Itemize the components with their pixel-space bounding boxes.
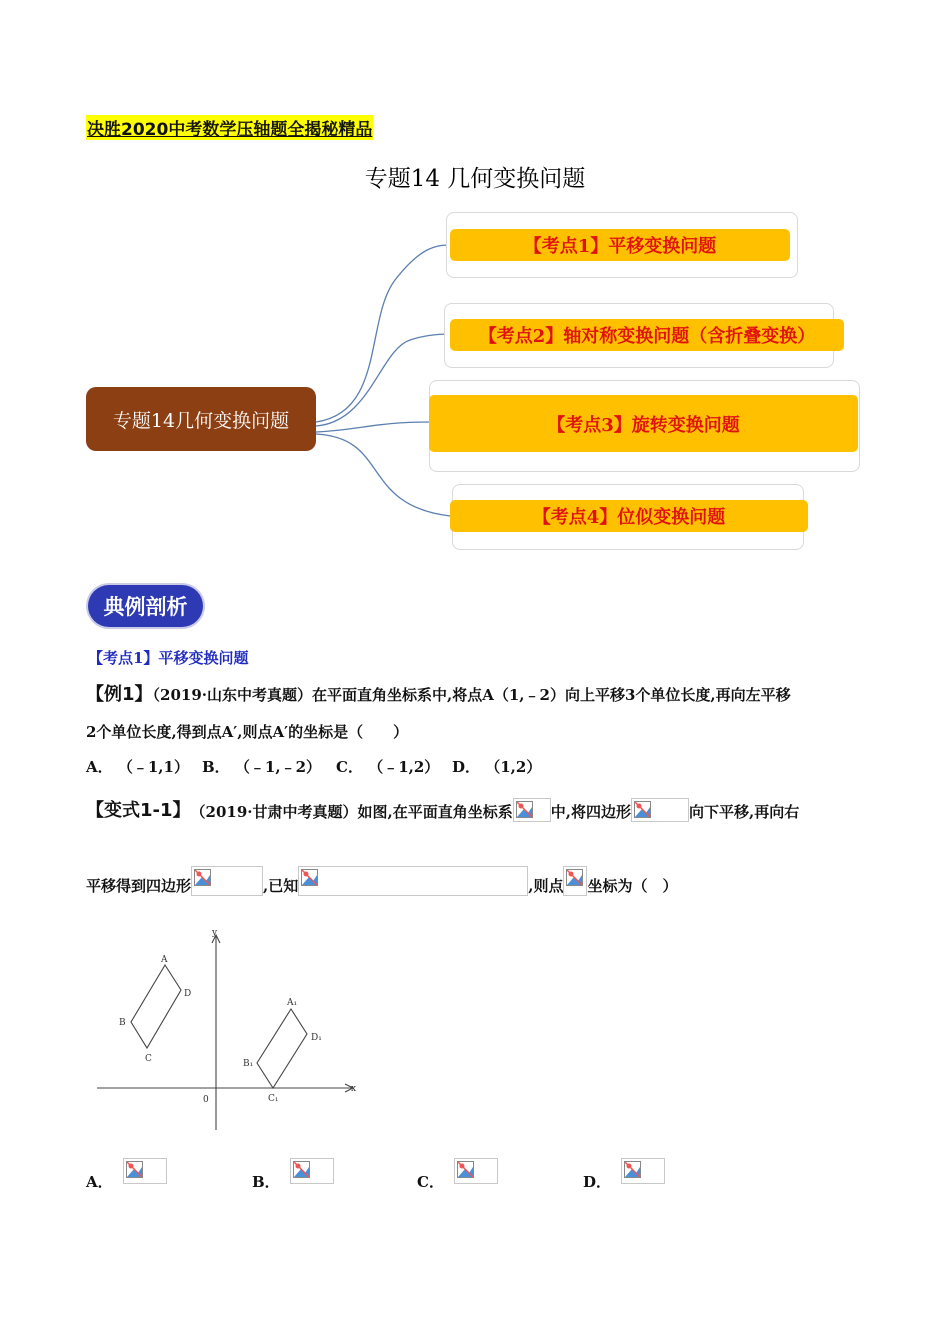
- broken-image-icon: [621, 1158, 665, 1184]
- origin-label: 0: [203, 1095, 209, 1105]
- document-title: 专题14 几何变换问题: [364, 166, 586, 192]
- variant1-text-a: （2019·甘肃中考真题）如图,在平面直角坐标系: [190, 803, 513, 821]
- variant1-line2: [86, 860, 678, 896]
- point-label-a1: A₁: [287, 998, 298, 1008]
- broken-image-icon: [454, 1158, 498, 1184]
- quad-abcd: [131, 965, 181, 1048]
- axis-label-x: x: [351, 1084, 357, 1094]
- variant1-label: 【变式1-1】: [86, 800, 191, 821]
- kaodian-heading: 【考点1】平移变换问题: [88, 649, 249, 667]
- example1-text1: （2019·山东中考真题）在平面直角坐标系中,将点A（1,﹣2）向上平移3个单位长度,再向左平移: [152, 686, 791, 704]
- connector-3: [316, 422, 430, 432]
- point-label-b1: B₁: [243, 1059, 254, 1069]
- variant1-text-f: ,则点: [528, 877, 564, 895]
- broken-image-icon: [563, 866, 587, 896]
- broken-image-icon: [631, 798, 689, 822]
- branch-node-1: 【考点1】平移变换问题: [450, 229, 790, 261]
- variant1-text-g: 坐标为（ ）: [587, 877, 678, 895]
- variant1-line1: [86, 788, 799, 822]
- example1-line1: [86, 680, 791, 706]
- broken-image-icon: [290, 1158, 334, 1184]
- variant1-text-d: 平移得到四边形: [86, 877, 192, 895]
- variant-option-b[interactable]: B．: [252, 1158, 334, 1192]
- broken-image-icon: [191, 866, 263, 896]
- point-label-c1: C₁: [268, 1094, 279, 1104]
- point-label-b: B: [119, 1018, 126, 1028]
- option-a[interactable]: A． （﹣1,1）: [86, 758, 189, 776]
- mindmap-central-node: 专题14几何变换问题: [86, 387, 316, 451]
- variant-option-c[interactable]: C．: [417, 1158, 498, 1192]
- broken-image-icon: [123, 1158, 167, 1184]
- example1-line2: 2个单位长度,得到点A′,则点A′的坐标是（ ）: [86, 723, 409, 741]
- point-label-a: A: [161, 955, 168, 965]
- branch-node-3: 【考点3】旋转变换问题: [429, 395, 858, 452]
- example1-label: 【例1】: [86, 684, 153, 705]
- point-label-c: C: [145, 1054, 152, 1064]
- point-label-d: D: [184, 989, 192, 999]
- branch-node-4: 【考点4】位似变换问题: [450, 500, 808, 532]
- variant1-text-e: ,已知: [263, 877, 299, 895]
- broken-image-icon: [513, 798, 551, 822]
- branch-node-2: 【考点2】轴对称变换问题（含折叠变换）: [450, 319, 844, 351]
- variant-option-d[interactable]: D．: [583, 1158, 665, 1192]
- variant-option-a[interactable]: A．: [86, 1158, 167, 1192]
- option-c[interactable]: C． （﹣1,2）: [336, 758, 440, 776]
- section-badge: 典例剖析: [88, 585, 203, 627]
- axis-label-y: y: [212, 928, 218, 938]
- broken-image-icon: [298, 866, 528, 896]
- variant1-text-b: 中,将四边形: [550, 803, 631, 821]
- variant1-text-c: 向下平移,再向右: [688, 803, 800, 821]
- coordinate-figure: [95, 925, 365, 1135]
- variant1-options: [86, 1158, 686, 1194]
- point-label-d1: D₁: [311, 1033, 322, 1043]
- option-b[interactable]: B． （﹣1,﹣2）: [202, 758, 322, 776]
- quad-a1b1c1d1: [257, 1009, 307, 1088]
- series-title: 决胜2020中考数学压轴题全揭秘精品: [86, 115, 373, 140]
- option-d[interactable]: D． （1,2）: [452, 758, 542, 776]
